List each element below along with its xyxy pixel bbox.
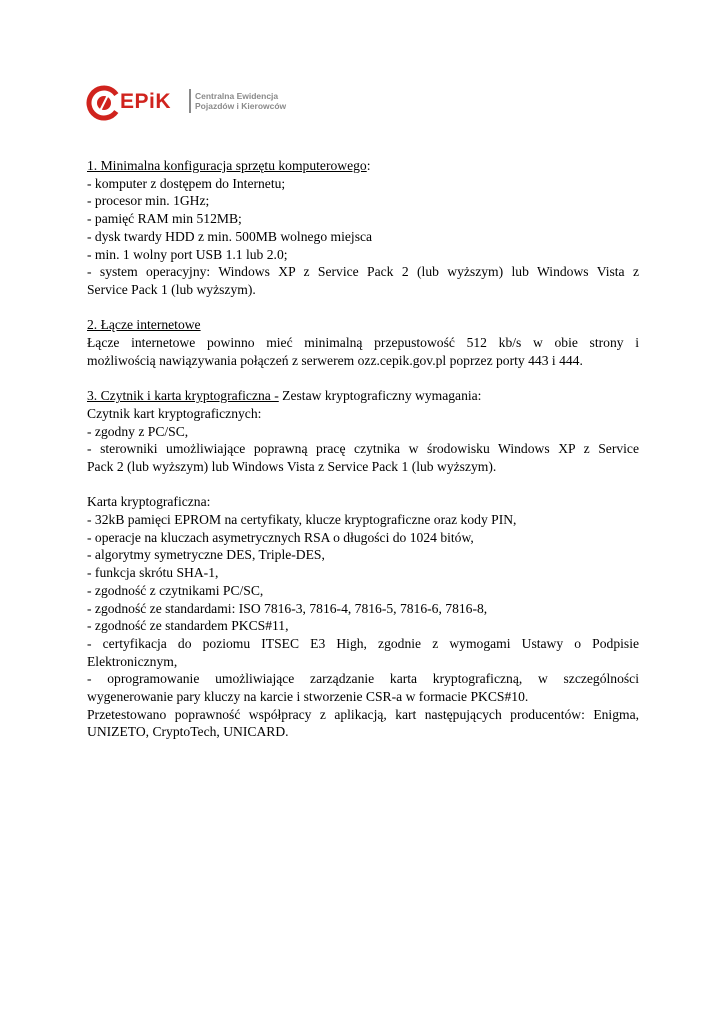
list-item: - funkcja skrótu SHA-1, bbox=[87, 565, 219, 581]
list-item: - min. 1 wolny port USB 1.1 lub 2.0; bbox=[87, 246, 288, 262]
list-item: - zgodność ze standardem PKCS#11, bbox=[87, 618, 289, 634]
paragraph-gap bbox=[87, 476, 639, 494]
list-item: Pack 2 (lub wyższym) lub Windows Vista z Service Pack 1 (lub wyższym). bbox=[87, 458, 497, 474]
card-title: Karta kryptograficzna: bbox=[87, 494, 211, 510]
list-item: - system operacyjny: Windows XP z Service Pack 2 (lub wyższym) lub Windows Vista z bbox=[87, 264, 639, 280]
list-item: - sterowniki umożliwiające poprawną pracę czytnika w środowisku Windows XP z Service bbox=[87, 441, 639, 457]
section-1-heading bbox=[87, 157, 639, 175]
list-item: - procesor min. 1GHz; bbox=[87, 193, 210, 209]
list-item: Service Pack 1 (lub wyższym). bbox=[87, 281, 256, 297]
section-1-heading-tail: : bbox=[366, 158, 371, 173]
list-item: - certyfikacja do poziomu ITSEC E3 High, zgodnie z wymogami Ustawy o Podpisie bbox=[87, 635, 639, 651]
list-item: - zgodność ze standardami: ISO 7816-3, 7816-4, 7816-5, 7816-6, 7816-8, bbox=[87, 600, 488, 616]
logo-subtitle bbox=[195, 91, 286, 111]
list-item: - oprogramowanie umożliwiające zarządzanie karta kryptograficzną, w szczególności bbox=[87, 671, 639, 687]
paragraph-gap bbox=[87, 299, 639, 317]
logo-wordmark: EPiK bbox=[120, 90, 172, 113]
section-2-heading: 2. Łącze internetowe bbox=[87, 317, 201, 333]
list-item: UNIZETO, CryptoTech, UNICARD. bbox=[87, 724, 289, 740]
list-item: - dysk twardy HDD z min. 500MB wolnego miejsca bbox=[87, 228, 373, 244]
list-item: Przetestowano poprawność współpracy z aplikacją, kart następujących producentów: Enigma, bbox=[87, 706, 639, 722]
logo-divider bbox=[189, 89, 191, 113]
paragraph-gap bbox=[87, 369, 639, 387]
section-3-heading-text: 3. Czytnik i karta kryptograficzna - bbox=[87, 388, 279, 404]
list-item: Elektronicznym, bbox=[87, 653, 178, 669]
list-item: wygenerowanie pary kluczy na karcie i stworzenie CSR-a w formacie PKCS#10. bbox=[87, 689, 529, 705]
list-item: - zgodny z PC/SC, bbox=[87, 423, 189, 439]
list-item: - 32kB pamięci EPROM na certyfikaty, klucze kryptograficzne oraz kody PIN, bbox=[87, 512, 517, 528]
logo-subtitle-line-1: Centralna Ewidencja bbox=[195, 91, 279, 101]
list-item: - algorytmy symetryczne DES, Triple-DES, bbox=[87, 547, 325, 563]
cepik-logo bbox=[86, 85, 296, 121]
section-1-heading-text: 1. Minimalna konfiguracja sprzętu komputerowego bbox=[87, 158, 367, 173]
section-2-text-line: możliwością nawiązywania połączeń z serwerem ozz.cepik.gov.pl poprzez porty 443 i 444. bbox=[87, 352, 583, 368]
logo-subtitle-line-2: Pojazdów i Kierowców bbox=[195, 101, 287, 111]
section-3-heading bbox=[87, 387, 639, 405]
reader-title: Czytnik kart kryptograficznych: bbox=[87, 405, 262, 421]
section-2-text-line: Łącze internetowe powinno mieć minimalną przepustowość 512 kb/s w obie strony i bbox=[87, 335, 639, 351]
cepik-c-mark-icon bbox=[86, 85, 122, 121]
document-body bbox=[87, 157, 639, 741]
list-item: - operacje na kluczach asymetrycznych RSA o długości do 1024 bitów, bbox=[87, 529, 474, 545]
list-item: - pamięć RAM min 512MB; bbox=[87, 211, 242, 227]
list-item: - komputer z dostępem do Internetu; bbox=[87, 175, 286, 191]
section-3-heading-tail: Zestaw kryptograficzny wymagania: bbox=[278, 388, 482, 404]
list-item: - zgodność z czytnikami PC/SC, bbox=[87, 582, 264, 598]
